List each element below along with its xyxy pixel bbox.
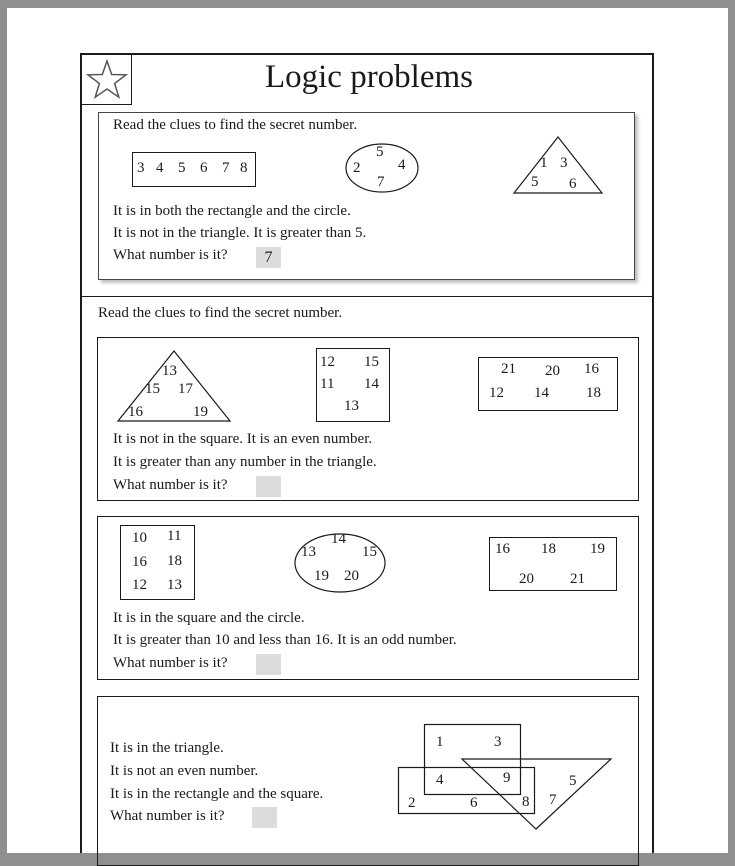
number: 9	[503, 770, 511, 786]
question-line: What number is it?	[110, 808, 225, 824]
number: 12	[132, 577, 147, 593]
clue-line: It is in the rectangle and the square.	[110, 786, 324, 802]
number: 15	[145, 381, 160, 397]
number: 7	[222, 160, 230, 176]
number: 16	[495, 541, 510, 557]
example-instruction: Read the clues to find the secret number.	[113, 117, 358, 133]
answer-box[interactable]: 7	[256, 247, 281, 268]
number: 12	[320, 354, 335, 370]
number: 7	[549, 792, 557, 808]
number: 18	[586, 385, 601, 401]
number: 14	[364, 376, 379, 392]
number: 6	[470, 795, 478, 811]
number: 20	[344, 568, 359, 584]
number: 6	[200, 160, 208, 176]
clue-line: It is greater than 10 and less than 16. It is an odd number.	[113, 632, 457, 648]
clue-line: It is in the square and the circle.	[113, 610, 305, 626]
number: 8	[240, 160, 248, 176]
number: 11	[320, 376, 335, 392]
number: 20	[545, 363, 560, 379]
number: 19	[193, 404, 208, 420]
section-divider	[82, 296, 652, 297]
answer-box[interactable]	[252, 807, 277, 828]
number: 18	[541, 541, 556, 557]
problem1-square	[316, 348, 390, 422]
worksheet	[80, 53, 654, 853]
number: 3	[494, 734, 502, 750]
number: 19	[590, 541, 605, 557]
number: 4	[156, 160, 164, 176]
answer-box[interactable]	[256, 476, 281, 497]
section-instruction: Read the clues to find the secret number.	[98, 305, 343, 321]
clue-line: It is not in the triangle. It is greater than 5.	[113, 225, 367, 241]
number: 18	[167, 553, 182, 569]
number: 5	[376, 144, 384, 160]
example-triangle	[512, 135, 604, 195]
number: 1	[436, 734, 444, 750]
number: 5	[569, 773, 577, 789]
number: 4	[398, 157, 406, 173]
number: 5	[531, 174, 539, 190]
venn-rectangle	[399, 768, 535, 814]
clue-line: It is not an even number.	[110, 763, 259, 779]
number: 19	[314, 568, 329, 584]
number: 8	[522, 794, 530, 810]
number: 15	[362, 544, 377, 560]
number: 13	[167, 577, 182, 593]
number: 12	[489, 385, 504, 401]
number: 7	[377, 174, 385, 190]
number: 14	[534, 385, 549, 401]
question-line: What number is it?	[113, 477, 228, 493]
number: 1	[540, 155, 548, 171]
number: 17	[178, 381, 193, 397]
number: 20	[519, 571, 534, 587]
number: 3	[560, 155, 568, 171]
answer-box[interactable]	[256, 654, 281, 675]
problem2-square	[120, 525, 195, 600]
number: 4	[436, 772, 444, 788]
number: 16	[128, 404, 143, 420]
number: 3	[137, 160, 145, 176]
number: 13	[301, 544, 316, 560]
number: 6	[569, 176, 577, 192]
number: 15	[364, 354, 379, 370]
page-title: Logic problems	[264, 59, 474, 95]
problem2-rectangle	[489, 537, 617, 591]
number: 21	[570, 571, 585, 587]
problem-panel-3	[97, 696, 639, 866]
clue-line: It is greater than any number in the triangle.	[113, 454, 377, 470]
problem-panel-1	[97, 337, 639, 501]
example-rectangle	[132, 152, 256, 187]
number: 5	[178, 160, 186, 176]
example-panel	[98, 112, 635, 280]
clue-line: It is in the triangle.	[110, 740, 224, 756]
number: 11	[167, 528, 182, 544]
clue-line: It is in both the rectangle and the circle.	[113, 203, 351, 219]
clue-line: It is not in the square. It is an even number.	[113, 431, 373, 447]
problem1-rectangle	[478, 357, 618, 411]
number: 21	[501, 361, 516, 377]
number: 13	[162, 363, 177, 379]
number: 14	[331, 531, 346, 547]
number: 16	[584, 361, 599, 377]
number: 2	[353, 160, 361, 176]
number: 10	[132, 530, 147, 546]
number: 2	[408, 795, 416, 811]
question-line: What number is it?	[113, 247, 228, 263]
number: 13	[344, 398, 359, 414]
number: 16	[132, 554, 147, 570]
problem-panel-2	[97, 516, 639, 680]
question-line: What number is it?	[113, 655, 228, 671]
